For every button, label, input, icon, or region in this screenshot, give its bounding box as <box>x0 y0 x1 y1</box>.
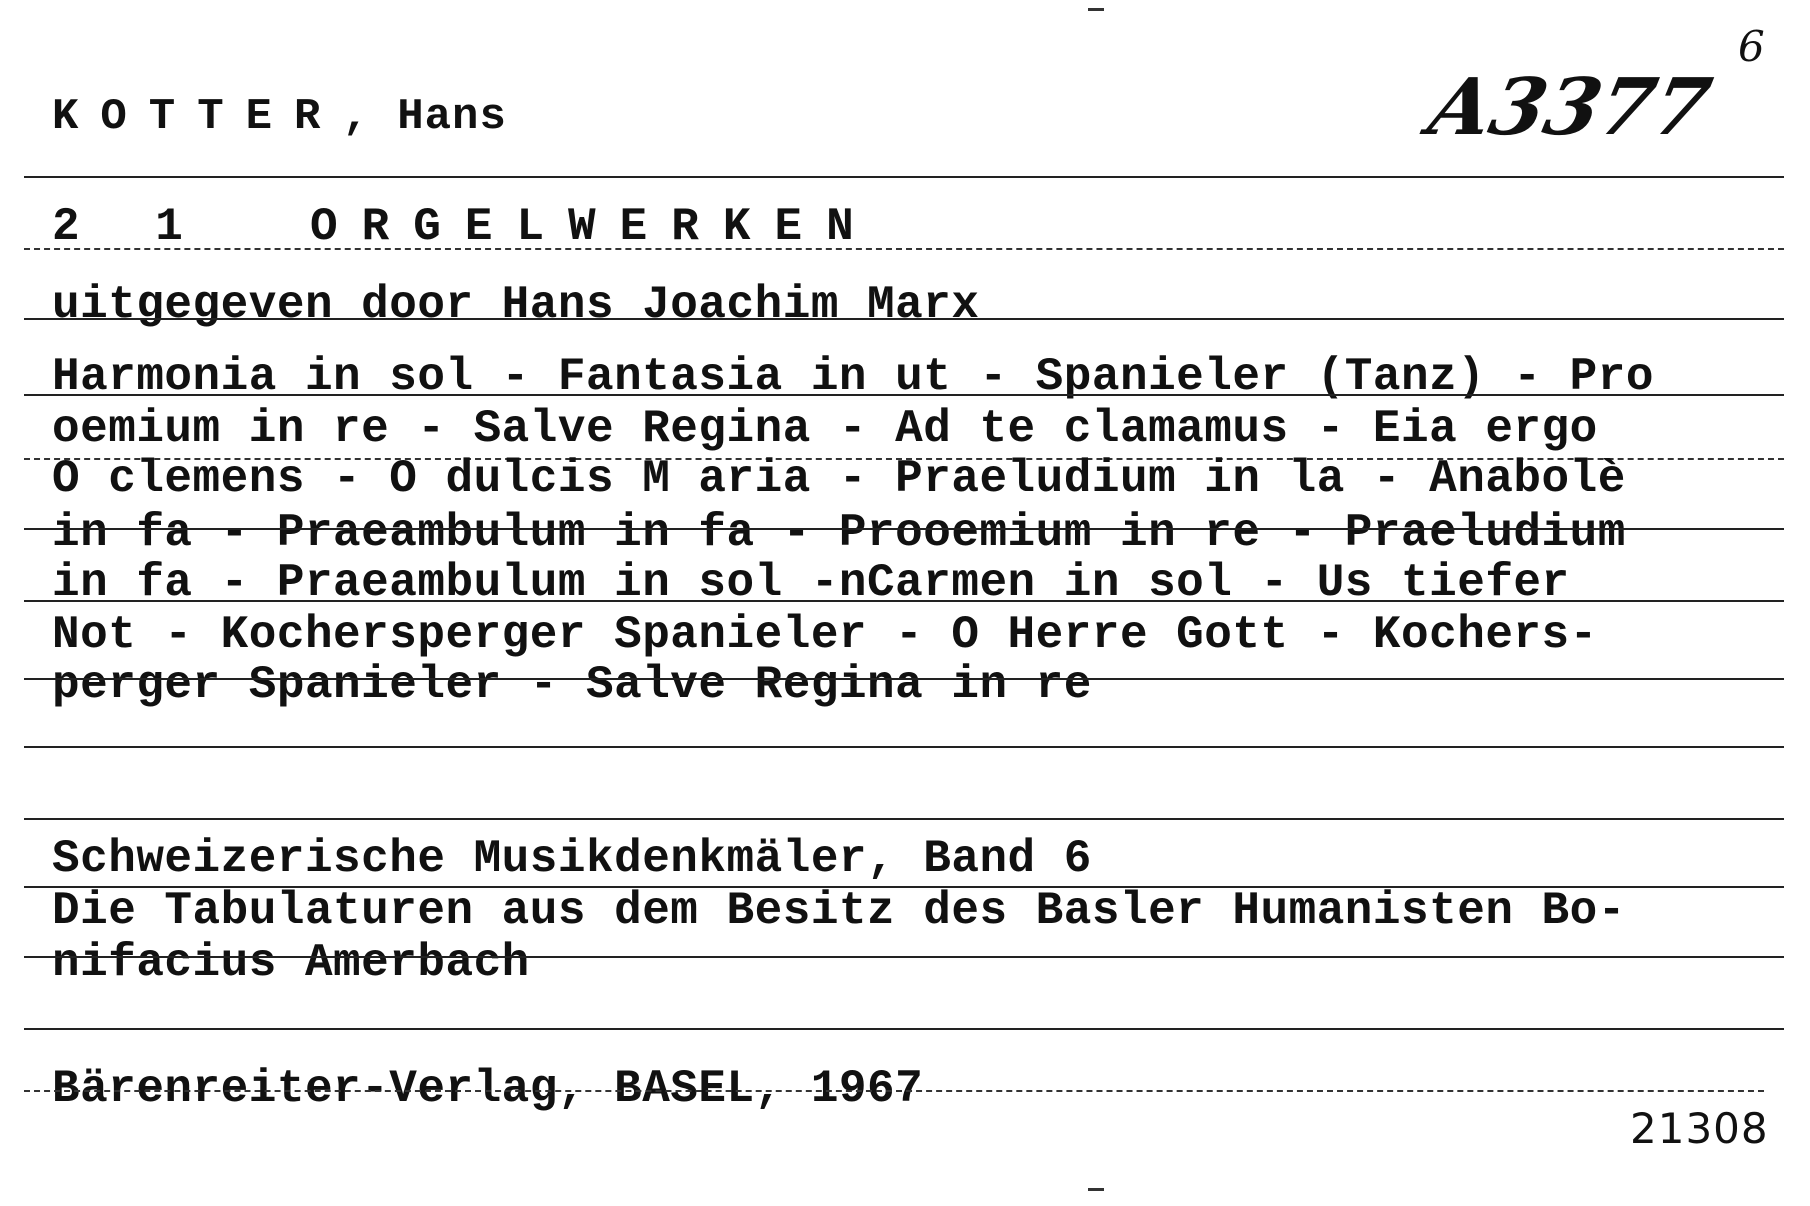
punch-mark-bottom <box>1088 1188 1104 1191</box>
record-number: 21308 <box>1630 1104 1769 1153</box>
rule-3 <box>24 318 1784 320</box>
contents-line-4: in fa - Praeambulum in fa - Prooemium in re - Praeludium <box>52 507 1626 559</box>
contents-line-3: O clemens - O dulcis M aria - Praeludium in la - Anabolè <box>52 453 1626 505</box>
rule-9 <box>24 746 1784 748</box>
call-number-superscript: 6 <box>1738 22 1765 71</box>
author-forename: , Hans <box>342 92 507 142</box>
author-surname: KOTTER <box>52 92 343 142</box>
punch-mark-top <box>1088 8 1104 11</box>
rule-7 <box>24 600 1784 602</box>
rule-8 <box>24 678 1784 680</box>
rule-10 <box>24 818 1784 820</box>
series-line-1: Schweizerische Musikdenkmäler, Band 6 <box>52 833 1092 885</box>
author-heading <box>52 92 507 142</box>
work-title: 2 1 ORGELWERKEN <box>52 201 878 253</box>
contents-line-2: oemium in re - Salve Regina - Ad te clamamus - Eia ergo <box>52 403 1598 455</box>
rule-6 <box>24 528 1784 530</box>
call-number: A3377 <box>1421 62 1719 153</box>
rule-2 <box>24 248 1784 250</box>
contents-line-6: Not - Kochersperger Spanieler - O Herre Gott - Kochers- <box>52 609 1598 661</box>
contents-line-1: Harmonia in sol - Fantasia in ut - Spanieler (Tanz) - Pro <box>52 351 1654 403</box>
rule-12 <box>24 956 1784 958</box>
rule-13 <box>24 1028 1784 1030</box>
series-line-3: nifacius Amerbach <box>52 937 530 989</box>
rule-4 <box>24 394 1784 396</box>
contents-line-5: in fa - Praeambulum in sol -nCarmen in sol - Us tiefer <box>52 557 1570 609</box>
rule-1 <box>24 176 1784 178</box>
contents-line-7: perger Spanieler - Salve Regina in re <box>52 659 1092 711</box>
rule-14 <box>24 1090 1764 1092</box>
editor-line: uitgegeven door Hans Joachim Marx <box>52 279 980 331</box>
series-line-2: Die Tabulaturen aus dem Besitz des Basler Humanisten Bo- <box>52 885 1626 937</box>
publisher-line: Bärenreiter-Verlag, BASEL, 1967 <box>52 1063 924 1115</box>
